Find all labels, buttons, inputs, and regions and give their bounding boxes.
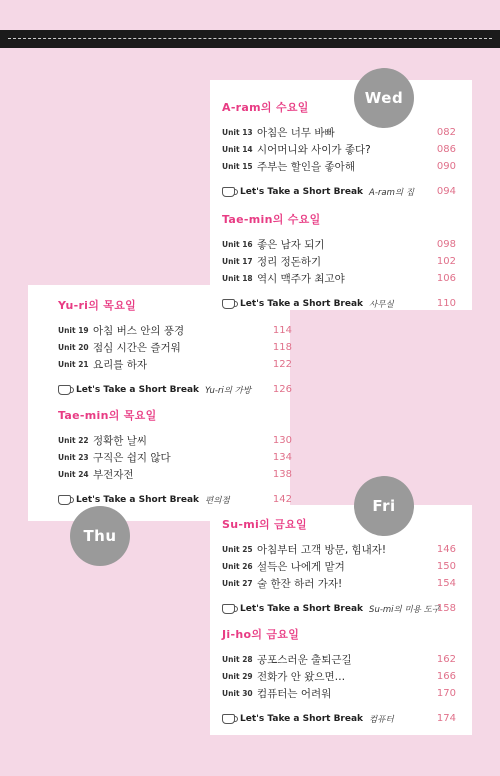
top-dashed-band [0,30,500,48]
page-number: 102 [436,256,456,267]
unit-title: 부전자전 [93,469,134,481]
page-number: 086 [436,144,456,155]
dashed-line [8,38,492,39]
unit-number: Unit 13 [222,128,253,137]
toc-entry[interactable] [222,158,456,175]
page-number: 094 [436,186,456,197]
toc-entry[interactable] [58,449,292,466]
unit-title: 정확한 날씨 [93,435,148,447]
coffee-cup-icon [222,187,235,197]
thu-badge: Thu [70,506,130,566]
page-number: 150 [436,561,456,572]
toc-entry[interactable] [58,432,292,449]
unit-title: 좋은 남자 되기 [257,239,325,251]
toc-entry[interactable] [222,685,456,702]
page-number: 098 [436,239,456,250]
fri-badge: Fri [354,476,414,536]
page-number: 114 [272,325,292,336]
toc-entry[interactable] [58,356,292,373]
break-label: Let's Take a Short Break [76,494,200,505]
unit-title: 정리 정돈하기 [257,256,322,268]
unit-number: Unit 24 [58,470,89,479]
coffee-cup-icon [222,714,235,724]
toc-entry[interactable] [222,270,456,287]
unit-number: Unit 18 [222,274,253,283]
page-number: 134 [272,452,292,463]
section-heading: Tae-min의 수요일 [222,213,321,226]
unit-number: Unit 23 [58,453,89,462]
unit-number: Unit 21 [58,360,89,369]
unit-title: 역시 맥주가 최고야 [257,273,345,285]
unit-title: 공포스러운 출퇴근길 [257,654,352,666]
section-sumi-friday [222,516,456,617]
page-number: 142 [272,494,292,505]
break-label: Let's Take a Short Break [76,384,200,395]
unit-number: Unit 15 [222,162,253,171]
unit-title: 전화가 안 왔으면… [257,671,346,683]
toc-entry[interactable] [58,322,292,339]
break-label: Let's Take a Short Break [240,186,364,197]
unit-title: 주부는 할인을 좋아해 [257,161,355,173]
unit-number: Unit 19 [58,326,89,335]
page-number: 122 [272,359,292,370]
unit-title: 컴퓨터는 어려워 [257,688,332,700]
page-number: 130 [272,435,292,446]
unit-number: Unit 29 [222,672,253,681]
unit-number: Unit 16 [222,240,253,249]
section-jiho-friday [222,626,456,727]
unit-number: Unit 30 [222,689,253,698]
break-place: 사무실 [369,299,394,310]
page-number: 138 [272,469,292,480]
coffee-cup-icon [222,604,235,614]
unit-title: 구직은 쉽지 않다 [93,452,171,464]
toc-entry[interactable] [222,575,456,592]
break-place: Yu-ri의 가방 [205,385,252,396]
short-break-entry[interactable] [222,710,456,727]
toc-entry[interactable] [58,466,292,483]
toc-entry[interactable] [222,668,456,685]
page-number: 170 [436,688,456,699]
toc-entry[interactable] [222,541,456,558]
break-label: Let's Take a Short Break [240,603,364,614]
page-number: 174 [436,713,456,724]
unit-number: Unit 14 [222,145,253,154]
unit-title: 술 한잔 하러 가자! [257,578,343,590]
unit-title: 점심 시간은 즐거워 [93,342,181,354]
unit-title: 요리를 하자 [93,359,148,371]
unit-number: Unit 22 [58,436,89,445]
page-number: 106 [436,273,456,284]
unit-number: Unit 27 [222,579,253,588]
section-heading: Su-mi의 금요일 [222,518,307,531]
toc-entry[interactable] [222,236,456,253]
unit-number: Unit 28 [222,655,253,664]
break-label: Let's Take a Short Break [240,713,364,724]
unit-title: 설득은 나에게 맡겨 [257,561,345,573]
section-heading: Yu-ri의 목요일 [58,299,137,312]
toc-entry[interactable] [222,253,456,270]
toc-entry[interactable] [222,651,456,668]
break-place: 컴퓨터 [369,714,394,725]
wed-badge: Wed [354,68,414,128]
section-aram-wednesday [222,99,456,200]
unit-title: 아침 버스 안의 풍경 [93,325,185,337]
short-break-entry[interactable] [58,491,292,508]
toc-entry[interactable] [222,124,456,141]
coffee-cup-icon [58,495,71,505]
unit-title: 아침은 너무 바빠 [257,127,335,139]
break-label: Let's Take a Short Break [240,298,364,309]
unit-number: Unit 26 [222,562,253,571]
break-place: 편의점 [205,495,230,506]
short-break-entry[interactable] [58,381,292,398]
page-number: 158 [436,603,456,614]
page-number: 082 [436,127,456,138]
unit-number: Unit 20 [58,343,89,352]
short-break-entry[interactable] [222,600,456,617]
page-number: 166 [436,671,456,682]
section-taemin-thursday [58,407,292,508]
break-place: A-ram의 집 [369,187,415,198]
section-heading: A-ram의 수요일 [222,101,309,114]
toc-entry[interactable] [222,141,456,158]
toc-entry[interactable] [58,339,292,356]
break-place: Su-mi의 미용 도구 [369,604,440,615]
page-number: 126 [272,384,292,395]
coffee-cup-icon [58,385,71,395]
unit-title: 시어머니와 사이가 좋다? [257,144,371,156]
page-number: 118 [272,342,292,353]
short-break-entry[interactable] [222,183,456,200]
page-number: 146 [436,544,456,555]
page-number: 154 [436,578,456,589]
page-number: 162 [436,654,456,665]
toc-entry[interactable] [222,558,456,575]
page-number: 110 [436,298,456,309]
section-yuri-thursday [58,297,292,398]
section-heading: Tae-min의 목요일 [58,409,157,422]
unit-number: Unit 25 [222,545,253,554]
unit-title: 아침부터 고객 방문, 힘내자! [257,544,387,556]
unit-number: Unit 17 [222,257,253,266]
page-number: 090 [436,161,456,172]
section-heading: Ji-ho의 금요일 [222,628,300,641]
